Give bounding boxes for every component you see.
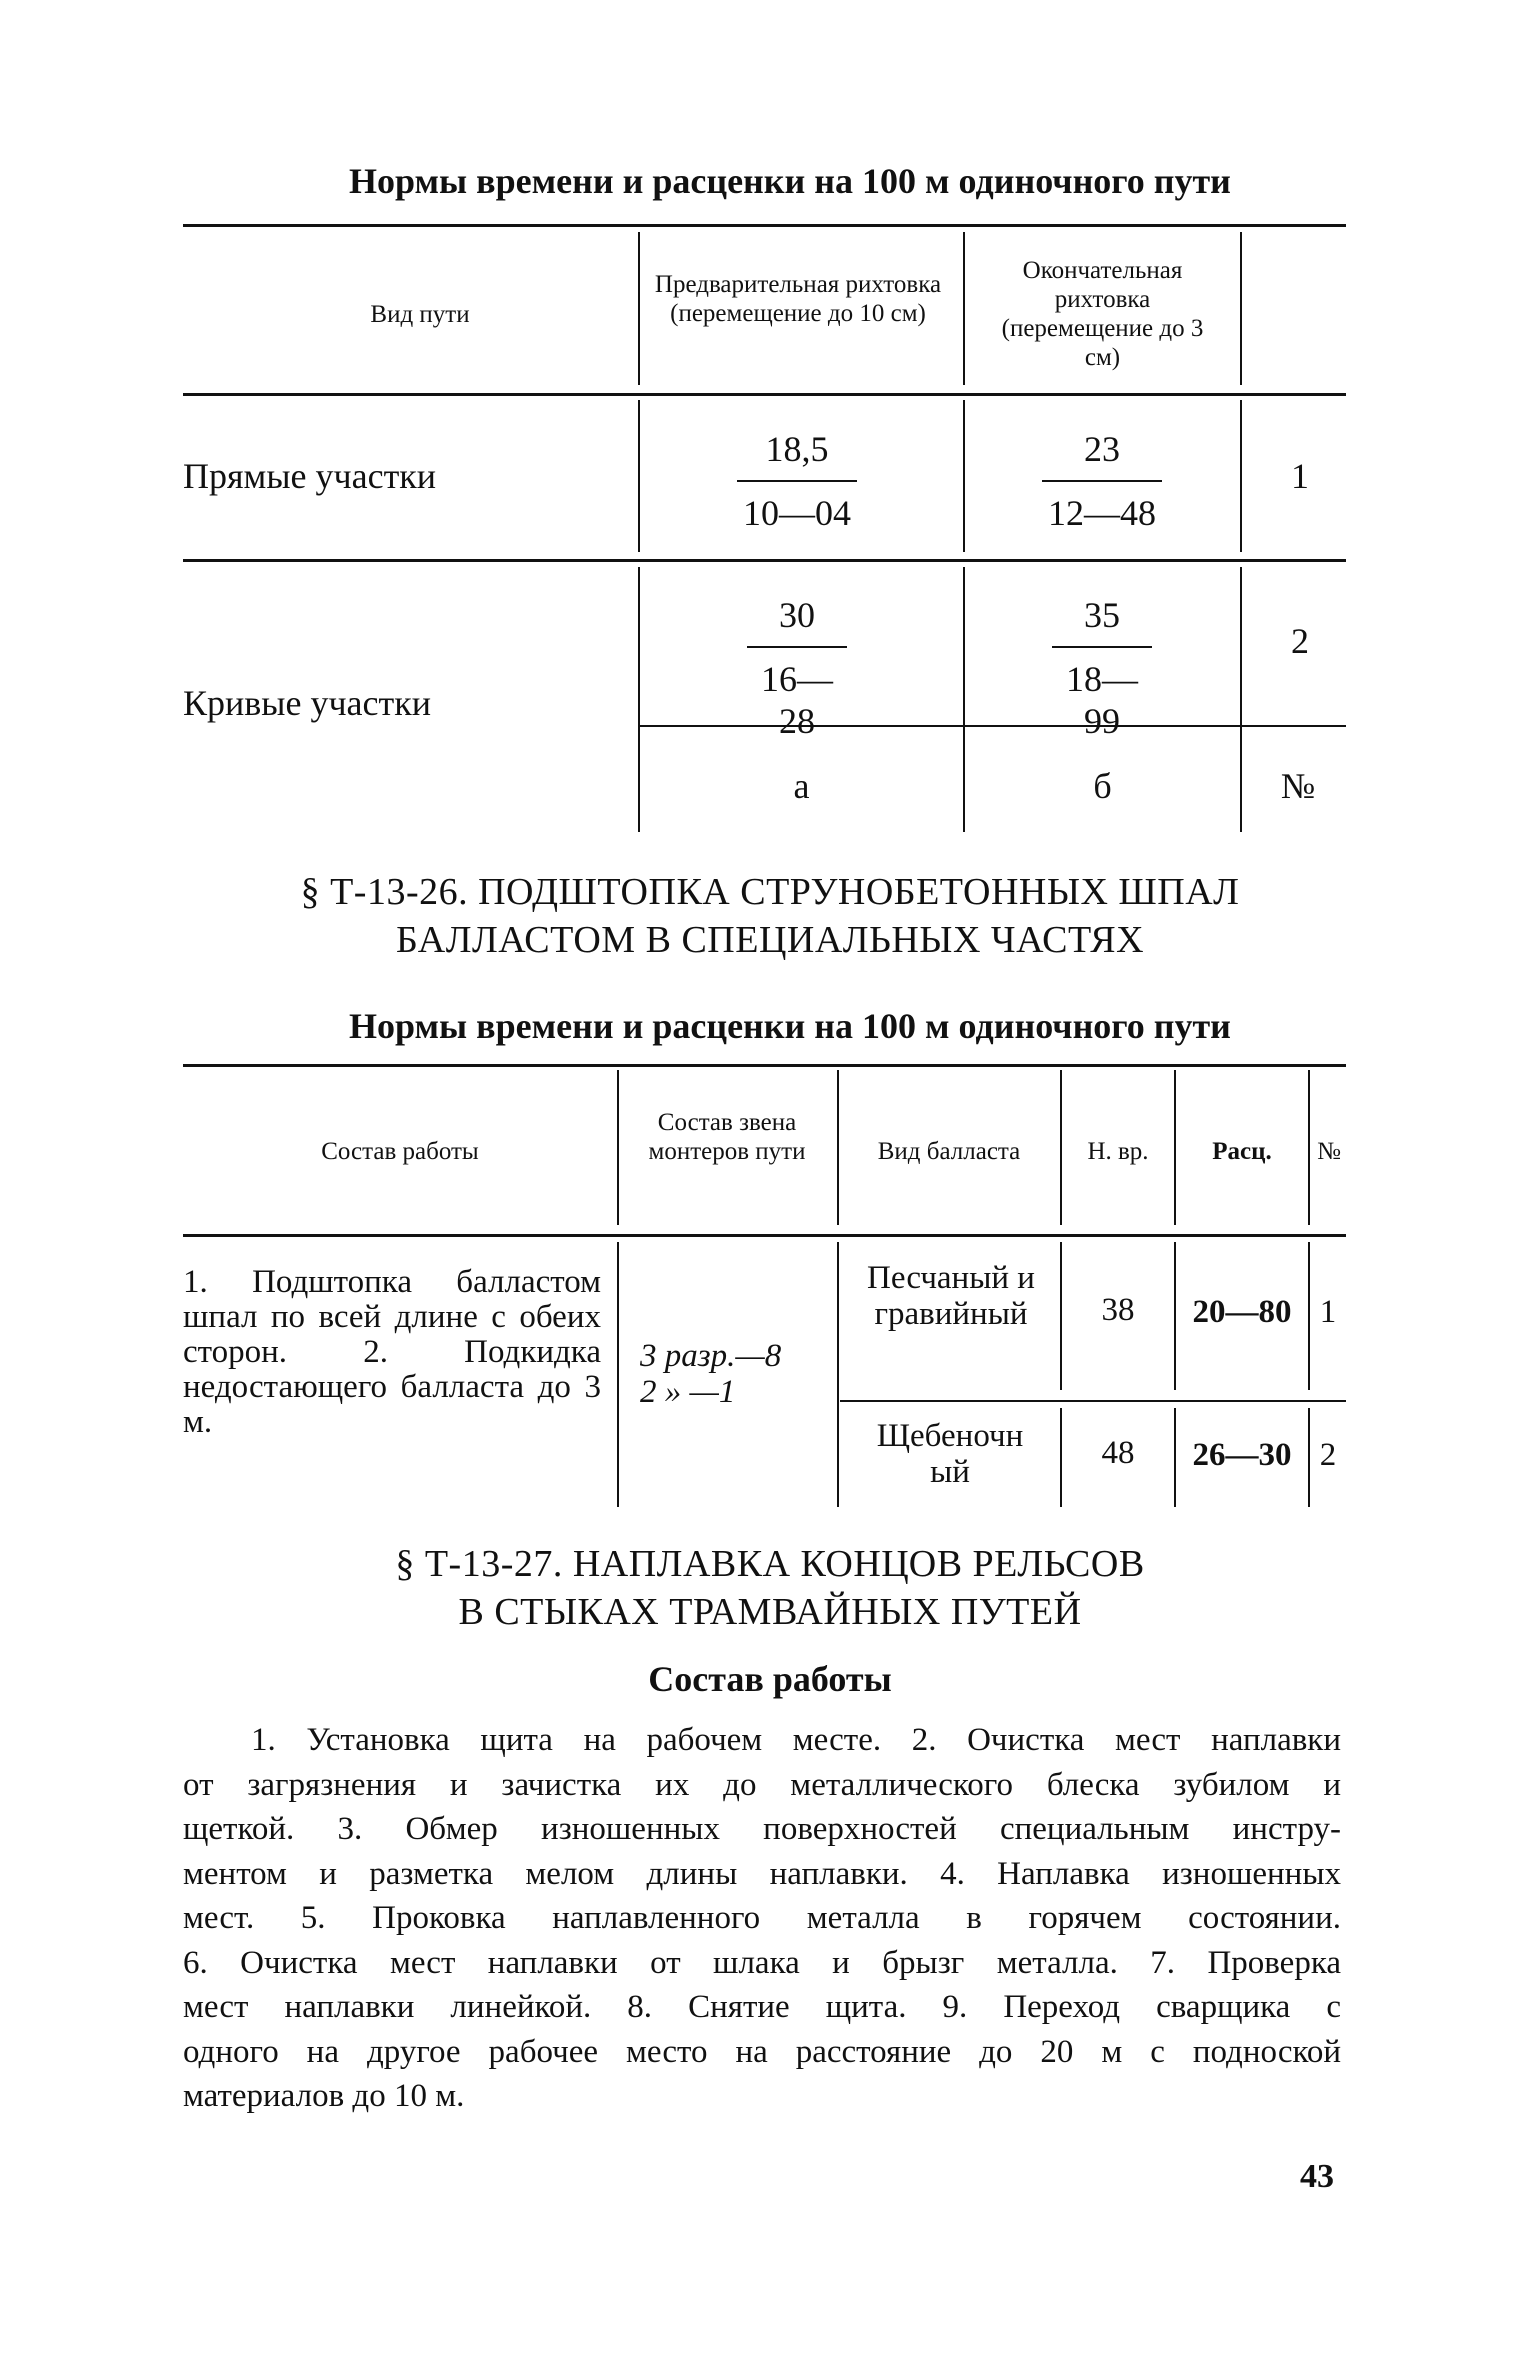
table2-work-text: 1. Подштопка балластом шпал по всей длине с обеих сторон. 2. Подкидка недостающего балласта до 3 м. xyxy=(183,1264,601,1440)
table2-row1-no: 1 xyxy=(1319,1294,1337,1330)
fraction-numerator: 30 xyxy=(747,594,847,648)
table1-vline-2 xyxy=(963,232,965,385)
table1-row2-final xyxy=(1052,594,1152,742)
table2-caption: Нормы времени и расценки на 100 м одиночного пути xyxy=(349,1006,1231,1046)
table1-caption: Нормы времени и расценки на 100 м одиночного пути xyxy=(349,161,1231,201)
page-number: 43 xyxy=(1300,2158,1334,2195)
table1-top-rule xyxy=(183,224,1346,227)
paragraph-line: материалов до 10 м. xyxy=(183,2078,465,2114)
section26-title-line1: § Т-13-26. ПОДШТОПКА СТРУНОБЕТОННЫХ ШПАЛ xyxy=(300,871,1240,913)
paragraph-line: 1. Установка щита на рабочем месте. 2. Очистка мест наплавки xyxy=(251,1722,1341,1758)
table1-footer-b: б xyxy=(1093,766,1112,806)
table1-row1-label: Прямые участки xyxy=(183,456,437,496)
table2-row2-ballast: Щебеночный xyxy=(876,1418,1024,1490)
table2-row1-rate: 20—80 xyxy=(1192,1294,1292,1330)
table2-row1-norm: 38 xyxy=(1101,1292,1135,1328)
paragraph-line: мест. 5. Проковка наплавленного металла в горячем состоянии. xyxy=(183,1900,1341,1936)
table1-vline-1b xyxy=(638,400,640,552)
table2-header-no: № xyxy=(1317,1138,1341,1165)
table2-vline-3 xyxy=(1060,1070,1062,1225)
paragraph-line: 6. Очистка мест наплавки от шлака и брызг металла. 7. Проверка xyxy=(183,1944,1341,1981)
table1-header-type: Вид пути xyxy=(370,301,470,328)
table2-header-crew: Состав звена монтеров пути xyxy=(648,1109,806,1165)
table2-vline-4 xyxy=(1174,1070,1176,1225)
table1-row2-label: Кривые участки xyxy=(183,683,431,723)
table1-header-prelim: Предварительная рихтовка (перемещение до 10 см) xyxy=(654,271,942,327)
paragraph-line: щеткой. 3. Обмер изношенных поверхностей специальным инстру- xyxy=(183,1811,1341,1847)
table2-vline-1 xyxy=(617,1070,619,1225)
table1-vline-3c xyxy=(1240,567,1242,832)
table1-row2-prelim xyxy=(747,594,847,742)
fraction-numerator: 23 xyxy=(1042,428,1162,482)
table2-crew-line1: 3 разр.—8 xyxy=(640,1338,782,1374)
fraction-denominator: 18—99 xyxy=(1066,659,1138,741)
fraction-numerator: 35 xyxy=(1052,594,1152,648)
section27-paragraph xyxy=(183,1718,1341,2119)
table1-vline-3b xyxy=(1240,400,1242,552)
table2-header-work: Состав работы xyxy=(321,1138,479,1165)
table2-header-ballast: Вид балласта xyxy=(877,1138,1021,1165)
table2-vline-1b xyxy=(617,1242,619,1507)
fraction-denominator: 10—04 xyxy=(743,493,851,533)
paragraph-line: ментом и разметка мелом длины наплавки. 4. Наплавка изношенных xyxy=(183,1855,1341,1892)
paragraph-line: мест наплавки линейкой. 8. Снятие щита. 9. Переход сварщика с xyxy=(183,1989,1341,2025)
table2-header-rule xyxy=(183,1234,1346,1237)
table1-row2-no: 2 xyxy=(1291,621,1309,661)
table2-vline-5 xyxy=(1308,1070,1310,1225)
fraction-denominator: 16—28 xyxy=(761,659,833,741)
table2-row1-ballast: Песчаный и гравийный xyxy=(867,1260,1035,1332)
table1-footer-no: № xyxy=(1280,766,1316,806)
table1-vline-3 xyxy=(1240,232,1242,385)
section26-title-line2: БАЛЛАСТОМ В СПЕЦИАЛЬНЫХ ЧАСТЯХ xyxy=(395,919,1145,961)
section27-subtitle: Состав работы xyxy=(648,1659,892,1699)
table2-row2-no: 2 xyxy=(1319,1437,1337,1473)
section27-title-line2: В СТЫКАХ ТРАМВАЙНЫХ ПУТЕЙ xyxy=(458,1591,1082,1633)
table2-vline-2 xyxy=(837,1070,839,1225)
table2-row2-rate: 26—30 xyxy=(1192,1437,1292,1473)
table2-row2-norm: 48 xyxy=(1101,1435,1135,1471)
paragraph-line: одного на другое рабочее место на расстояние до 20 м с подноской xyxy=(183,2033,1341,2070)
table1-row-rule xyxy=(183,559,1346,562)
table1-row1-final xyxy=(1042,428,1162,534)
table2-vline-2b xyxy=(837,1242,839,1507)
table2-header-rate: Расц. xyxy=(1212,1138,1272,1165)
section26-title xyxy=(180,868,1360,964)
fraction-denominator: 12—48 xyxy=(1048,493,1156,533)
table1-footer-a: а xyxy=(793,766,810,806)
table1-header-rule xyxy=(183,393,1346,396)
fraction-numerator: 18,5 xyxy=(737,428,857,482)
table1-vline-2b xyxy=(963,400,965,552)
table1-vline-1 xyxy=(638,232,640,385)
table2-top-rule xyxy=(183,1064,1346,1067)
section27-title-line1: § Т-13-27. НАПЛАВКА КОНЦОВ РЕЛЬСОВ xyxy=(395,1543,1145,1585)
table2-crew-line2: 2 » —1 xyxy=(640,1374,736,1410)
table2-row-rule xyxy=(840,1400,1346,1402)
table1-row1-prelim xyxy=(737,428,857,534)
section27-title xyxy=(180,1540,1360,1636)
paragraph-line: от загрязнения и зачистка их до металлического блеска зубилом и xyxy=(183,1766,1341,1803)
table1-row1-no: 1 xyxy=(1291,456,1309,496)
table2-crew xyxy=(640,1338,830,1410)
table2-header-norm: Н. вр. xyxy=(1087,1138,1149,1165)
table1-header-final: Окончательная рихтовка (перемещение до 3 см) xyxy=(1001,257,1204,371)
